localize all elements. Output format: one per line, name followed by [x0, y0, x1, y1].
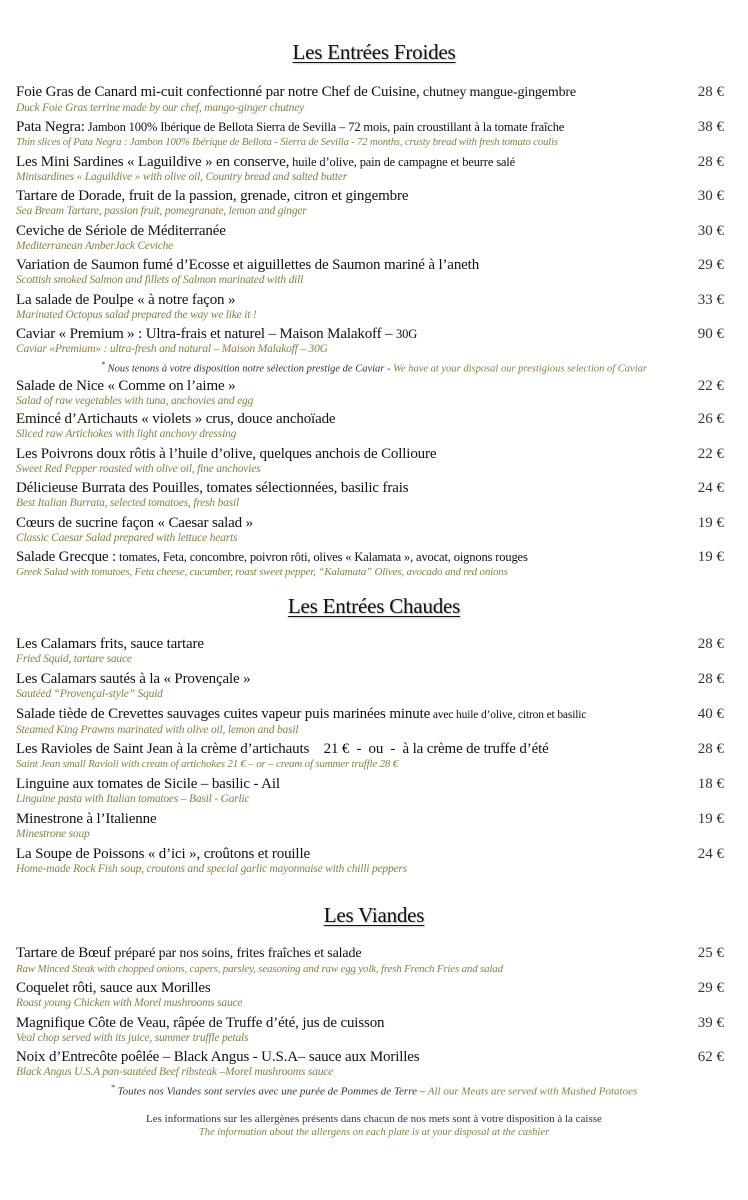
- item-desc-en: Greek Salad with tomatoes, Feta cheese, cucumber, roast sweet pepper, “Kalamata” Olives, avocado and red onions: [16, 566, 508, 578]
- item-price: 24 €: [697, 480, 724, 496]
- item-price: 19 €: [697, 811, 724, 827]
- item-desc-en: Fried Squid, tartare sauce: [16, 653, 132, 665]
- menu-item: [16, 548, 724, 579]
- item-name-fr: Noix d’Entrecôte poêlée – Black Angus - U.S.A– sauce aux Morilles: [16, 1049, 420, 1065]
- menu-item: [16, 377, 724, 408]
- item-desc-en: Duck Foie Gras terrine made by our chef, mango-ginger chutney: [16, 102, 305, 114]
- menu-item: [16, 118, 724, 149]
- item-price: 30 €: [697, 223, 724, 239]
- item-name-fr: Ceviche de Sériole de Méditerranée: [16, 223, 226, 239]
- item-name-fr: La Soupe de Poissons « d’ici », croûtons et rouille: [16, 846, 310, 862]
- menu-item: [16, 944, 724, 976]
- item-price: 40 €: [697, 706, 724, 722]
- menu-item: [16, 845, 724, 876]
- item-name-fr: Salade de Nice « Comme on l’aime »: [16, 378, 236, 394]
- item-price: 39 €: [697, 1015, 724, 1031]
- item-name-fr: Les Calamars sautés à la « Provençale »: [16, 671, 251, 687]
- item-desc-en: Scottish smoked Salmon and fillets of Salmon marinated with dill: [16, 274, 304, 286]
- menu-item: [16, 810, 724, 841]
- item-price: 19 €: [697, 549, 724, 565]
- item-name-fr: Les Calamars frits, sauce tartare: [16, 636, 204, 652]
- item-name-fr: Les Poivrons doux rôtis à l’huile d’olive, quelques anchois de Collioure: [16, 446, 437, 462]
- menu-item: [16, 740, 724, 771]
- item-name-fr: Foie Gras de Canard mi-cuit confectionné par notre Chef de Cuisine, chutney mangue-gingembre: [16, 84, 576, 100]
- item-price: 38 €: [697, 119, 724, 135]
- item-price: 18 €: [697, 776, 724, 792]
- item-name-fr: La salade de Poulpe « à notre façon »: [16, 292, 236, 308]
- allergen-info-fr: Les informations sur les allergènes présents dans chacun de nos mets sont à votre disposition à la caisse: [146, 1113, 602, 1125]
- menu-item: [16, 635, 724, 666]
- item-name-fr: Tartare de Bœuf préparé par nos soins, frites fraîches et salade: [16, 945, 362, 961]
- section-title-entrees-froides: Les Entrées Froides: [292, 40, 456, 64]
- item-desc-en: Caviar «Premium» : ultra-fresh and natural – Maison Malakoff – 30G: [16, 343, 328, 355]
- item-desc-en: Thin slices of Pata Negra : Jambon 100% Ibérique de Bellota - Sierra de Sevilla - 72 months, crusty bread with fresh tomato coulis: [16, 136, 558, 148]
- item-name-fr: Tartare de Dorade, fruit de la passion, grenade, citron et gingembre: [16, 188, 409, 204]
- item-name-fr: Linguine aux tomates de Sicile – basilic - Ail: [16, 776, 280, 792]
- item-name-fr: Variation de Saumon fumé d’Ecosse et aiguillettes de Saumon mariné à l’aneth: [16, 257, 480, 273]
- item-name-fr: Emincé d’Artichauts « violets » crus, douce anchoïade: [16, 411, 336, 427]
- menu-item: [16, 775, 724, 806]
- item-price: 22 €: [697, 446, 724, 462]
- menu-item: [16, 153, 724, 184]
- item-price: 28 €: [697, 154, 724, 170]
- item-name-fr: Pata Negra: Jambon 100% Ibérique de Bellota Sierra de Sevilla – 72 mois, pain croustillant à la tomate fraîche: [16, 119, 565, 135]
- item-price: 30 €: [697, 188, 724, 204]
- menu-item: [16, 1014, 724, 1045]
- item-name-fr: Les Mini Sardines « Laguildive » en conserve, huile d’olive, pain de campagne et beurre salé: [16, 154, 516, 170]
- menu-item: [16, 187, 724, 218]
- item-price: 28 €: [697, 671, 724, 687]
- item-name-fr: Caviar « Premium » : Ultra-frais et naturel – Maison Malakoff – 30G: [16, 326, 418, 342]
- item-desc-en: Sliced raw Artichokes with light anchovy dressing: [16, 428, 237, 440]
- menu-item: [16, 83, 724, 115]
- item-price: 90 €: [697, 326, 724, 342]
- item-price: 28 €: [697, 84, 724, 100]
- item-price: 62 €: [697, 1049, 724, 1065]
- menu-item: [16, 514, 724, 545]
- item-name-fr: Salade Grecque : tomates, Feta, concombre, poivron rôti, olives « Kalamata », avocat, oignons rouges: [16, 549, 528, 565]
- item-price: 26 €: [697, 411, 724, 427]
- item-desc-en: Veal chop served with its juice, summer truffle petals: [16, 1032, 249, 1044]
- caviar-note: * Nous tenons à votre disposition notre sélection prestige de Caviar - We have at your disposal our prestigious selection of Caviar: [101, 360, 647, 375]
- meats-note: * Toutes nos Viandes sont servies avec une purée de Pommes de Terre – All our Meats are served with Mashed Potatoes: [110, 1083, 638, 1098]
- item-desc-en: Minestrone soup: [16, 828, 90, 840]
- item-desc-en: Saint Jean small Ravioli with cream of artichokes 21 € – or – cream of summer truffle 28 €: [16, 758, 399, 770]
- item-name-fr: Délicieuse Burrata des Pouilles, tomates sélectionnées, basilic frais: [16, 480, 409, 496]
- item-desc-en: Sea Bream Tartare, passion fruit, pomegranate, lemon and ginger: [16, 205, 307, 217]
- menu-item: [16, 705, 724, 737]
- item-desc-en: Raw Minced Steak with chopped onions, capers, parsley, seasoning and raw egg yolk, fresh French Fries and salad: [16, 963, 503, 975]
- item-desc-en: Black Angus U.S.A pan-sautéed Beef ribsteak –Morel mushrooms sauce: [16, 1066, 334, 1078]
- item-price: 29 €: [697, 980, 724, 996]
- item-price: 29 €: [697, 257, 724, 273]
- item-price: 24 €: [697, 846, 724, 862]
- menu-item: [16, 979, 724, 1010]
- item-desc-en: Best Italian Burrata, selected tomatoes, fresh basil: [16, 497, 239, 509]
- menu-item: [16, 479, 724, 510]
- item-name-fr: Minestrone à l’Italienne: [16, 811, 157, 827]
- section-title-viandes: Les Viandes: [323, 903, 425, 927]
- section-title-entrees-chaudes: Les Entrées Chaudes: [287, 594, 461, 618]
- item-name-fr: Les Ravioles de Saint Jean à la crème d’artichauts 21 € - ou - à la crème de truffe d’été: [16, 741, 549, 757]
- item-name-fr: Coquelet rôti, sauce aux Morilles: [16, 980, 211, 996]
- item-desc-en: Steamed King Prawns marinated with olive oil, lemon and basil: [16, 724, 299, 736]
- item-desc-en: Roast young Chicken with Morel mushrooms sauce: [16, 997, 243, 1009]
- allergen-info-en: The information about the allergens on each plate is at your disposal at the cashier: [198, 1127, 550, 1138]
- item-desc-en: Linguine pasta with Italian tomatoes – Basil - Garlic: [16, 793, 250, 805]
- menu-item: [16, 291, 724, 322]
- item-price: 22 €: [697, 378, 724, 394]
- item-price: 19 €: [697, 515, 724, 531]
- item-desc-en: Home-made Rock Fish soup, croutons and special garlic mayonnaise with chilli peppers: [16, 863, 407, 875]
- item-desc-en: Sautéed “Provençal-style” Squid: [16, 688, 163, 700]
- menu-item: [16, 445, 724, 476]
- item-desc-en: Minisardines « Laguildive » with olive oil, Country bread and salted butter: [16, 171, 348, 183]
- menu-item: [16, 256, 724, 287]
- item-name-fr: Magnifique Côte de Veau, râpée de Truffe d’été, jus de cuisson: [16, 1015, 385, 1031]
- item-price: 28 €: [697, 636, 724, 652]
- item-desc-en: Salad of raw vegetables with tuna, anchovies and egg: [16, 395, 254, 407]
- menu-item: [16, 222, 724, 253]
- item-desc-en: Marinated Octopus salad prepared the way we like it !: [16, 309, 257, 321]
- menu-item: [16, 1048, 724, 1079]
- menu-item: [16, 325, 724, 356]
- item-price: 25 €: [697, 945, 724, 961]
- item-price: 33 €: [697, 292, 724, 308]
- item-name-fr: Cœurs de sucrine façon « Caesar salad »: [16, 515, 253, 531]
- item-desc-en: Mediterranean AmberJack Ceviche: [16, 240, 174, 252]
- item-desc-en: Sweet Red Pepper roasted with olive oil, fine anchovies: [16, 463, 261, 475]
- item-desc-en: Classic Caesar Salad prepared with lettuce hearts: [16, 532, 238, 544]
- menu-item: [16, 670, 724, 701]
- item-name-fr: Salade tiède de Crevettes sauvages cuites vapeur puis marinées minute avec huile d’olive, citron et basilic: [16, 706, 587, 722]
- item-price: 28 €: [697, 741, 724, 757]
- menu-item: [16, 410, 724, 441]
